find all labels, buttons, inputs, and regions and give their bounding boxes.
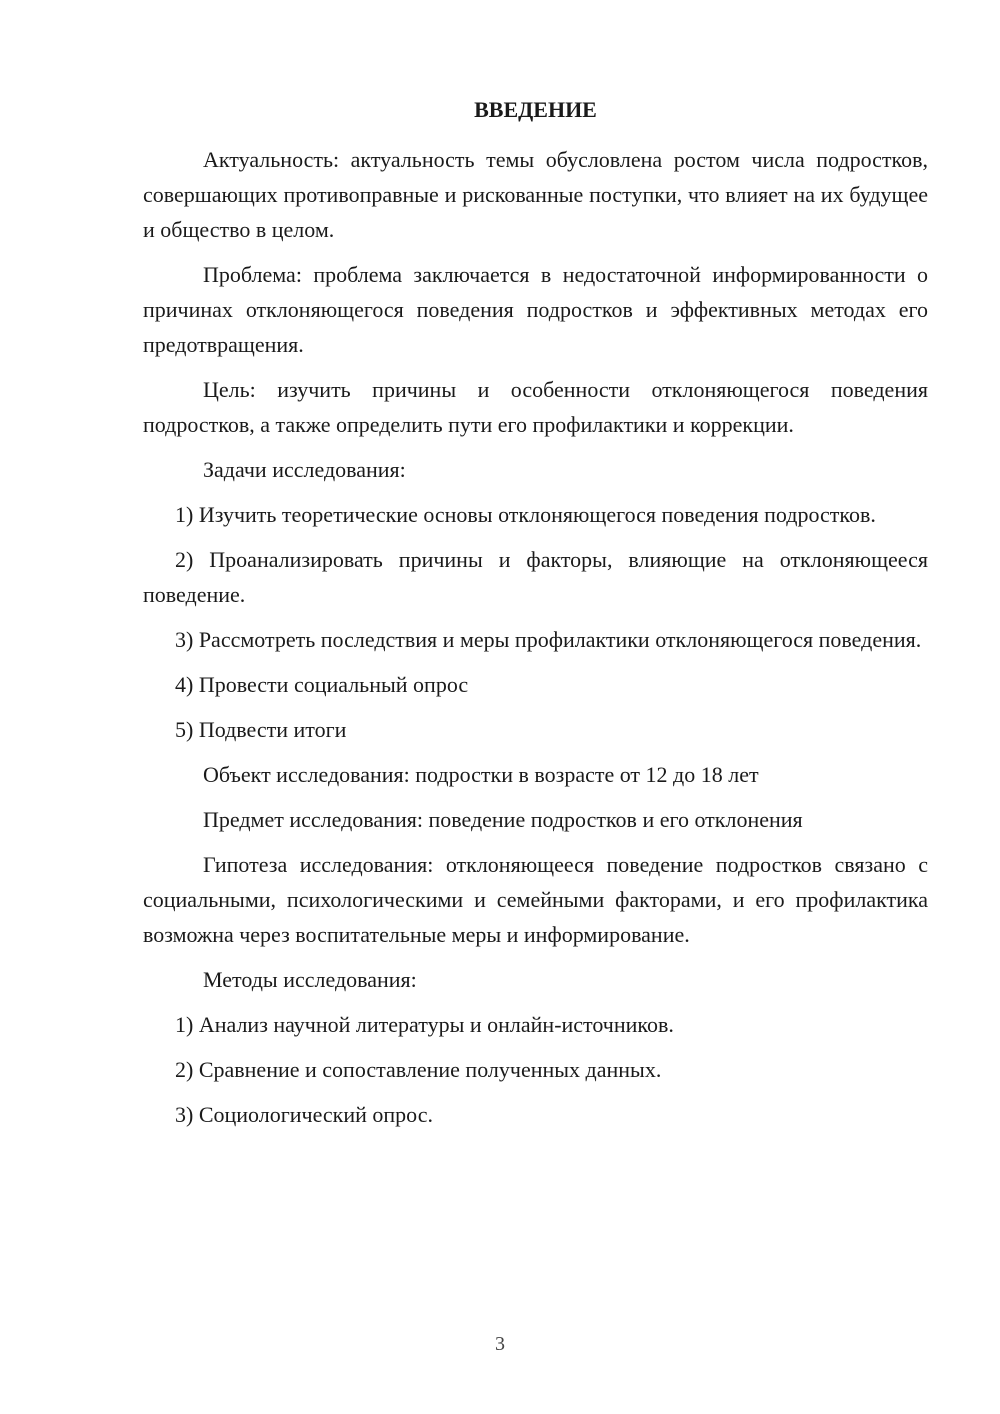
paragraph-relevance: Актуальность: актуальность темы обусловлена ростом числа подростков, совершающих противоправные и рискованные поступки, что влияет на их будущее и общество в целом. xyxy=(143,147,928,242)
paragraph-problem: Проблема: проблема заключается в недостаточной информированности о причинах отклоняющегося поведения подростков и эффективных методах его предотвращения. xyxy=(143,262,928,357)
task-item-5: 5) Подвести итоги xyxy=(175,717,347,742)
task-item-3: 3) Рассмотреть последствия и меры профилактики отклоняющегося поведения. xyxy=(175,627,922,652)
paragraph-object: Объект исследования: подростки в возрасте от 12 до 18 лет xyxy=(203,762,759,787)
method-item-3: 3) Социологический опрос. xyxy=(175,1102,433,1127)
paragraph-goal: Цель: изучить причины и особенности отклоняющегося поведения подростков, а также определить пути его профилактики и коррекции. xyxy=(143,377,928,437)
method-item-1: 1) Анализ научной литературы и онлайн-источников. xyxy=(175,1012,674,1037)
methods-heading: Методы исследования: xyxy=(203,967,417,992)
page-content xyxy=(143,92,928,1142)
task-item-4: 4) Провести социальный опрос xyxy=(175,672,469,697)
paragraph-hypothesis: Гипотеза исследования: отклоняющееся поведение подростков связано с социальными, психологическими и семейными факторами, и его профилактика возможна через воспитательные меры и информирование. xyxy=(143,852,928,947)
section-title: ВВЕДЕНИЕ xyxy=(474,97,597,122)
task-item-2: 2) Проанализировать причины и факторы, влияющие на отклоняющееся поведение. xyxy=(143,547,928,607)
page-number: 3 xyxy=(495,1333,505,1355)
method-item-2: 2) Сравнение и сопоставление полученных данных. xyxy=(175,1057,662,1082)
task-item-1: 1) Изучить теоретические основы отклоняющегося поведения подростков. xyxy=(175,502,876,527)
paragraph-subject: Предмет исследования: поведение подростков и его отклонения xyxy=(203,807,803,832)
tasks-heading: Задачи исследования: xyxy=(203,457,406,482)
